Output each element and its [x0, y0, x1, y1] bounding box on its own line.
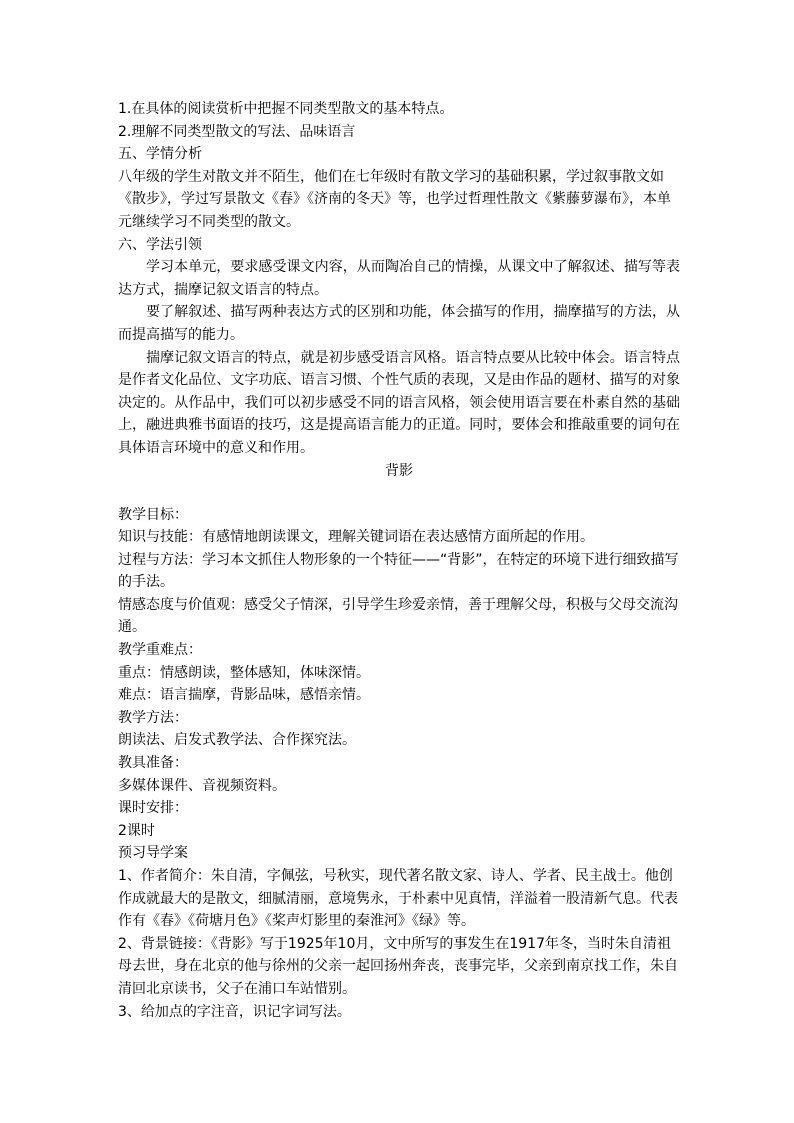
section-6-paragraph-2: 要了解叙述、描写两种表达方式的区别和功能，体会描写的作用，揣摩描写的方法，从而提高描写的能力。: [118, 304, 680, 343]
tools-heading: 教具准备：: [118, 755, 188, 772]
preview-pronunciation: 3、给加点的字注音，识记字词写法。: [118, 1003, 351, 1020]
goal-emotion: 情感态度与价值观：感受父子情深，引导学生珍爱亲情，善于理解父母，积极与父母交流沟通。: [118, 596, 678, 636]
document-page: [118, 98, 680, 1023]
schedule-heading: 课时安排：: [118, 800, 188, 817]
section-5-heading: 五、学情分析: [118, 146, 202, 163]
goal-process: 过程与方法：学习本文抓住人物形象的一个特征——“背影”，在特定的环境下进行细致描写的手法。: [118, 551, 679, 591]
section-6-paragraph-1: 学习本单元，要求感受课文内容，从而陶冶自己的情操，从课文中了解叙述、描写等表达方式，揣摩记叙文语言的特点。: [118, 259, 680, 298]
methods-text: 朗读法、启发式教学法、合作探究法。: [118, 732, 356, 749]
preview-heading: 预习导学案: [118, 845, 188, 862]
methods-heading: 教学方法：: [118, 709, 188, 726]
tools-text: 多媒体课件、音视频资料。: [118, 777, 286, 794]
section-6-paragraph-3: 揣摩记叙文语言的特点，就是初步感受语言风格。语言特点要从比较中体会。语言特点是作者文化品位、文字功底、语言习惯、个性气质的表现，又是由作品的题材、描写的对象决定的。从作品中，我们可以初步感受不同的语言风格，领会使用语言要在朴素自然的基础上，融进典雅书面语的技巧，这是提高语言能力的正道。同时，要体会和推敲重要的词句在具体语言环境中的意义和作用。: [118, 349, 680, 456]
preview-background: 2、背景链接：《背影》写于1925年10月，文中所写的事发生在1917年冬，当时朱自清祖母去世，身在北京的他与徐州的父亲一起回扬州奔丧，丧事完毕，父亲到南京找工作，朱自清回北京读书，父子在浦口车站惜别。: [118, 935, 678, 997]
objective-item-2: 2.理解不同类型散文的写法、品味语言: [118, 123, 356, 140]
objective-item-1: 1.在具体的阅读赏析中把握不同类型散文的基本特点。: [118, 101, 454, 117]
goal-knowledge: 知识与技能：有感情地朗读课文，理解关键词语在表达感情方面所起的作用。: [118, 529, 594, 546]
section-6-heading: 六、学法引领: [118, 236, 202, 253]
key-point: 重点：情感朗读，整体感知，体味深情。: [118, 664, 370, 681]
lesson-title: 背影: [385, 462, 413, 479]
difficult-point: 难点：语言揣摩，背影品味，感悟亲情。: [118, 687, 370, 704]
goals-heading: 教学目标：: [118, 506, 188, 523]
preview-author: 1、作者简介：朱自清，字佩弦，号秋实，现代著名散文家、诗人、学者、民主战士。他创作成就最大的是散文，细腻清丽，意境隽永，于朴素中见真情，洋溢着一股清新气息。代表作有《春》《荷塘月色》《桨声灯影里的秦淮河》《绿》等。: [118, 868, 678, 930]
schedule-text: 2课时: [118, 822, 155, 839]
keypoints-heading: 教学重难点：: [118, 642, 202, 659]
section-5-body: 八年级的学生对散文并不陌生，他们在七年级时有散文学习的基础积累，学过叙事散文如《散步》，学过写景散文《春》《济南的冬天》等，也学过哲理性散文《紫藤萝瀑布》，本单元继续学习不同类型的散文。: [118, 168, 671, 230]
